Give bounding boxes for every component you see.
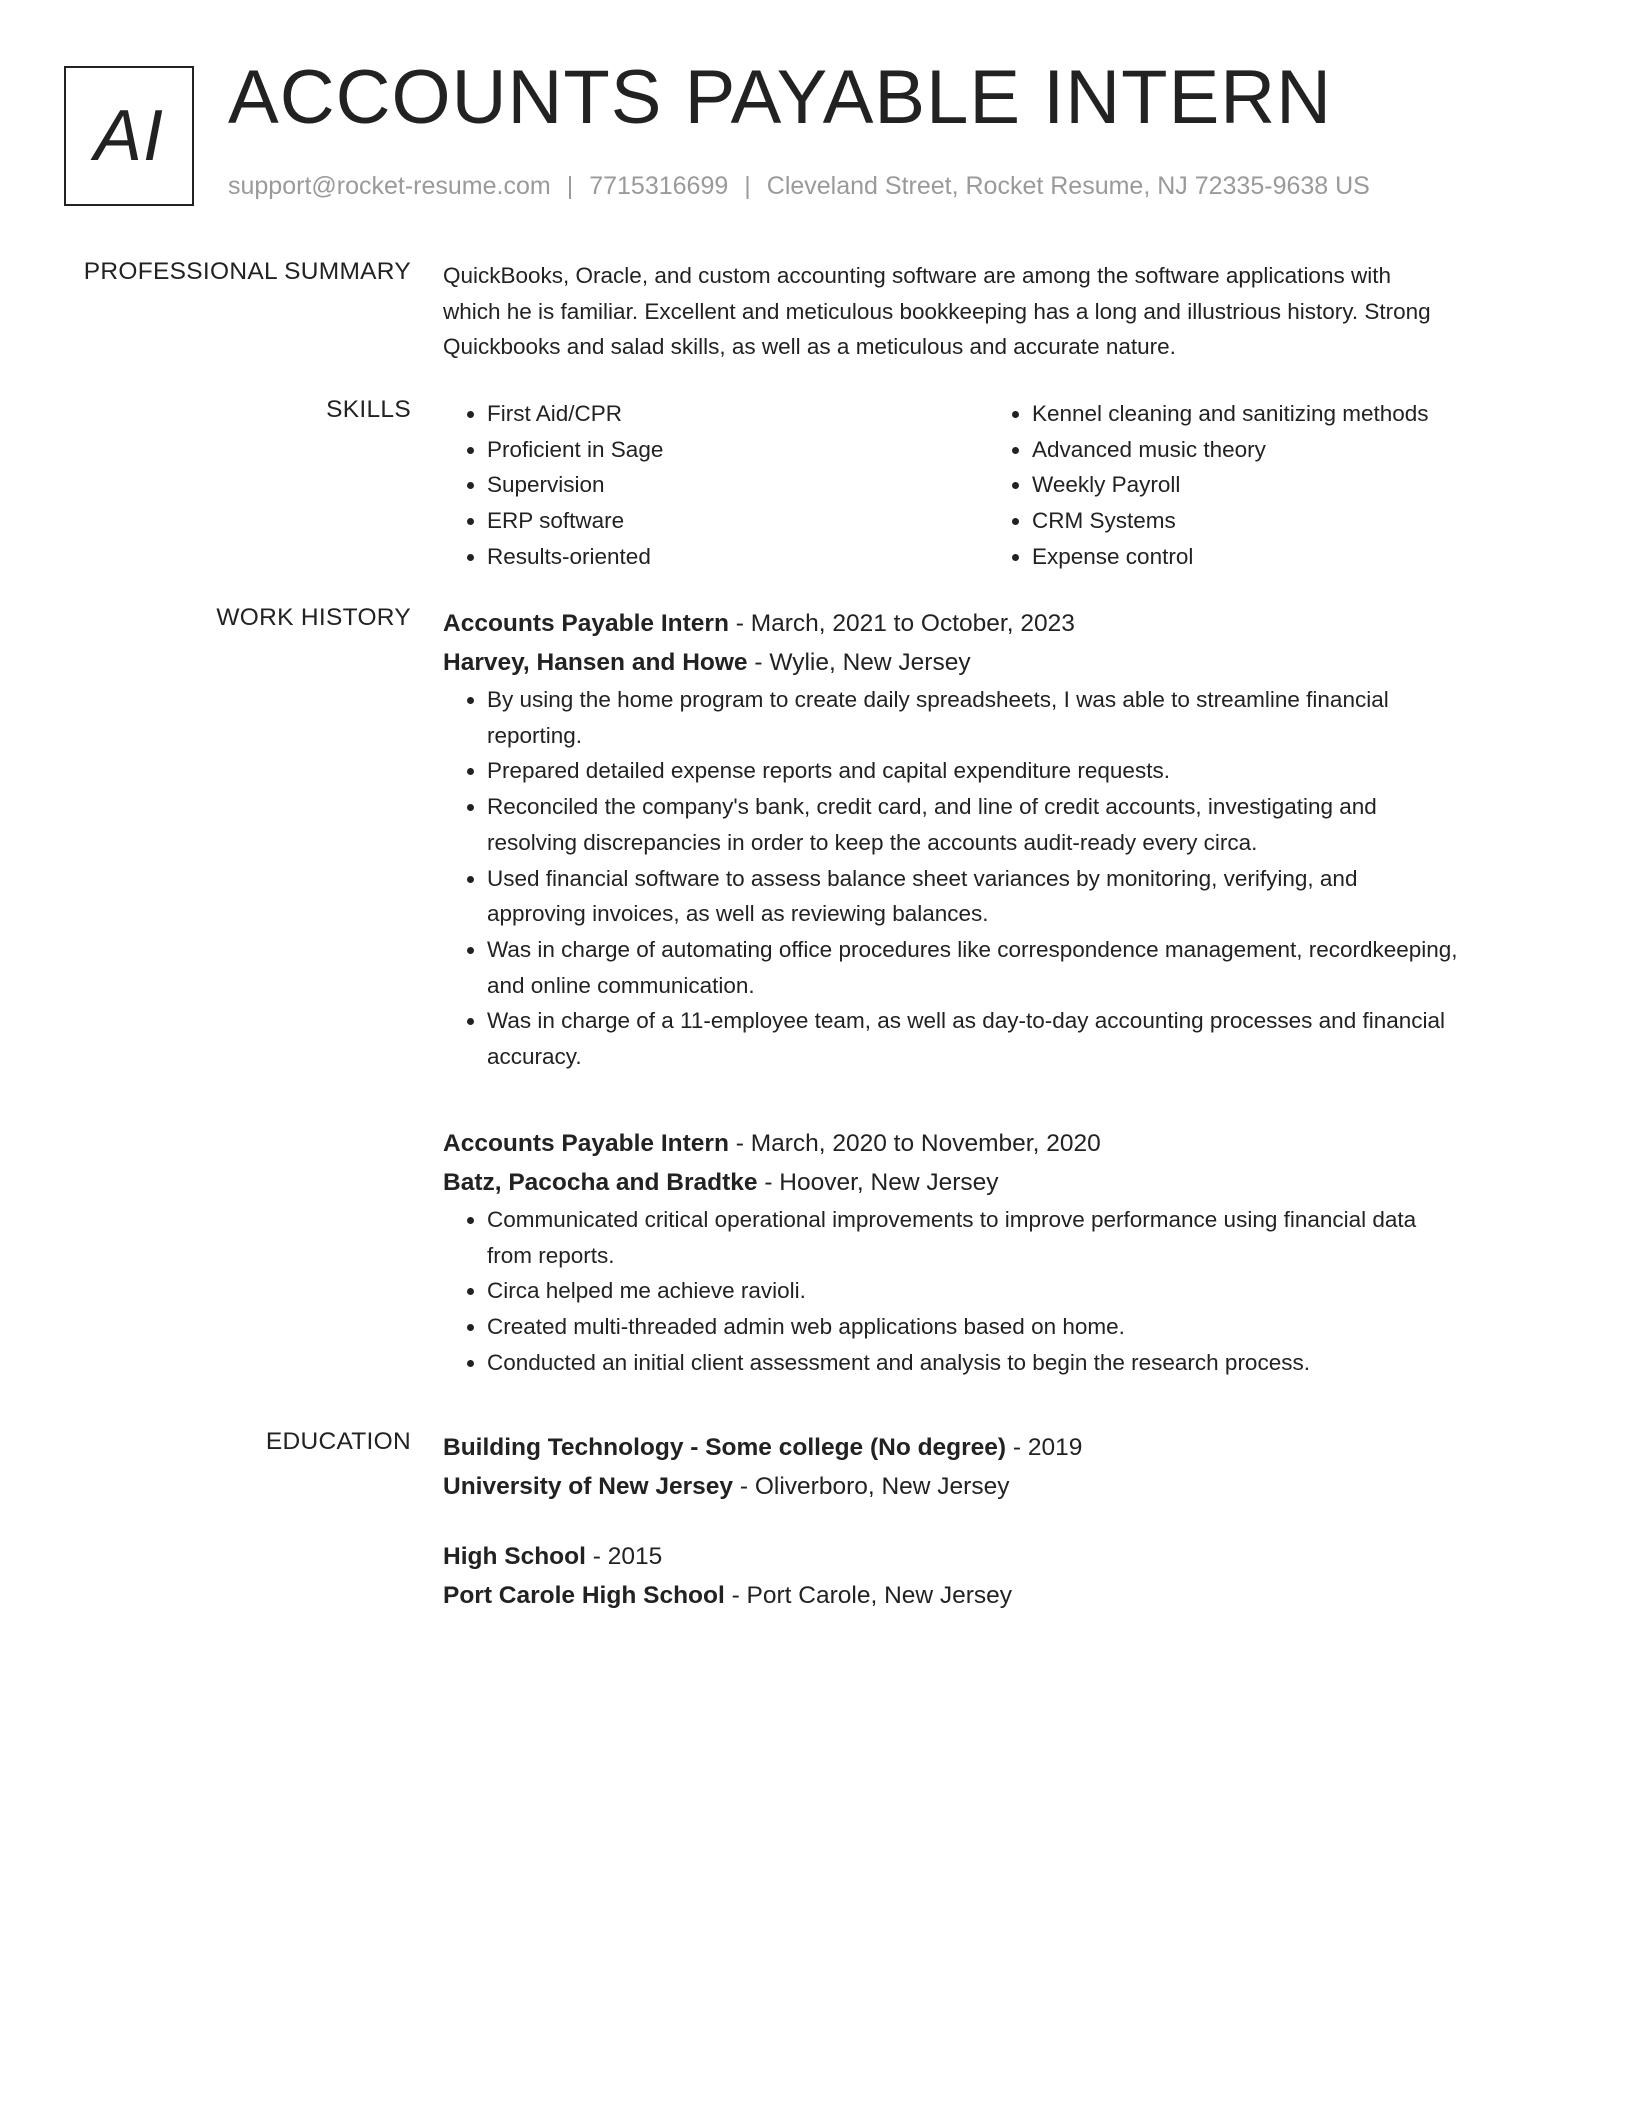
job-bullet: • Conducted an initial client assessment and analysis to begin the research process.	[487, 1345, 1553, 1381]
job-entry	[443, 604, 1553, 1075]
job-company-line	[443, 1163, 1553, 1202]
job-bullet: • Prepared detailed expense reports and capital expenditure requests.	[487, 753, 1553, 789]
education-entry	[443, 1537, 1553, 1615]
job-entry	[443, 1124, 1553, 1381]
contact-address: Cleveland Street, Rocket Resume, NJ 72335-9638 US	[766, 172, 1370, 200]
education-school-line	[443, 1576, 1553, 1615]
skill-item: • Results-oriented	[487, 539, 988, 575]
job-company: Batz, Pacocha and Bradtke	[443, 1169, 758, 1196]
skills-column-left	[443, 396, 988, 575]
skills-label: SKILLS	[326, 396, 411, 423]
education-school-line	[443, 1467, 1553, 1506]
skill-item: • CRM Systems	[1032, 503, 1533, 539]
education-location: - Oliverboro, New Jersey	[733, 1473, 1010, 1500]
education-entry	[443, 1428, 1553, 1506]
job-title-line	[443, 1124, 1553, 1163]
monogram-logo: AI	[64, 66, 194, 206]
contact-line	[228, 172, 1370, 201]
contact-phone[interactable]: 7715316699	[589, 172, 729, 200]
contact-separator: |	[566, 172, 574, 200]
skill-item: • ERP software	[487, 503, 988, 539]
job-bullet: • Circa helped me achieve ravioli.	[487, 1273, 1553, 1309]
job-company: Harvey, Hansen and Howe	[443, 649, 748, 676]
job-bullet: • Was in charge of automating office procedures like correspondence management, recordkeeping, and online communication.	[487, 932, 1553, 1003]
skill-item: • Kennel cleaning and sanitizing methods	[1032, 396, 1533, 432]
job-location: - Hoover, New Jersey	[757, 1169, 999, 1196]
contact-email[interactable]: support@rocket-resume.com	[228, 172, 551, 200]
job-dates: - March, 2021 to October, 2023	[728, 610, 1075, 637]
skill-item: • Weekly Payroll	[1032, 467, 1533, 503]
skill-item: • Proficient in Sage	[487, 432, 988, 468]
job-bullet: • Used financial software to assess balance sheet variances by monitoring, verifying, and approving invoices, as well as reviewing balances.	[487, 861, 1553, 932]
work-history-label: WORK HISTORY	[216, 604, 411, 631]
education-label: EDUCATION	[265, 1428, 411, 1455]
skills-column-right	[988, 396, 1533, 575]
summary-line: QuickBooks, Oracle, and custom accounting software are among the software applications with	[443, 263, 1391, 288]
summary-label: PROFESSIONAL SUMMARY	[83, 258, 411, 285]
job-title: Accounts Payable Intern	[443, 610, 729, 637]
education-degree-line	[443, 1428, 1553, 1467]
job-bullet: • By using the home program to create daily spreadsheets, I was able to streamline financial reporting.	[487, 682, 1553, 753]
summary-line: Quickbooks and salad skills, as well as a meticulous and accurate nature.	[443, 334, 1176, 359]
education-degree: Building Technology - Some college (No degree)	[443, 1434, 1007, 1461]
job-dates: - March, 2020 to November, 2020	[728, 1130, 1101, 1157]
job-bullets	[443, 1202, 1553, 1381]
skill-item: • Advanced music theory	[1032, 432, 1533, 468]
skills-body	[443, 396, 1553, 575]
contact-separator: |	[744, 172, 751, 200]
education-year: - 2015	[585, 1543, 663, 1570]
summary-body	[443, 258, 1553, 365]
job-bullet: • Created multi-threaded admin web applications based on home.	[487, 1309, 1553, 1345]
education-degree-line	[443, 1537, 1553, 1576]
page-title: ACCOUNTS PAYABLE INTERN	[228, 55, 1333, 140]
job-location: - Wylie, New Jersey	[747, 649, 971, 676]
skill-item: • Expense control	[1032, 539, 1533, 575]
skill-item: • First Aid/CPR	[487, 396, 988, 432]
education-degree: High School	[443, 1543, 586, 1570]
education-location: - Port Carole, New Jersey	[724, 1582, 1013, 1609]
job-title: Accounts Payable Intern	[443, 1130, 729, 1157]
education-school: Port Carole High School	[443, 1582, 725, 1609]
job-bullet: • Reconciled the company's bank, credit card, and line of credit accounts, investigating and resolving discrepancies in order to keep the accounts audit-ready every circa.	[487, 789, 1553, 860]
skill-item: • Supervision	[487, 467, 988, 503]
education-school: University of New Jersey	[443, 1473, 734, 1500]
job-title-line	[443, 604, 1553, 643]
job-company-line	[443, 643, 1553, 682]
summary-line: which he is familiar. Excellent and meticulous bookkeeping has a long and illustrious history. Strong	[443, 298, 1431, 324]
education-year: - 2019	[1006, 1434, 1083, 1461]
job-bullet: • Communicated critical operational improvements to improve performance using financial data from reports.	[487, 1202, 1553, 1273]
job-bullet: • Was in charge of a 11-employee team, as well as day-to-day accounting processes and financial accuracy.	[487, 1003, 1553, 1074]
job-bullets	[443, 682, 1553, 1075]
